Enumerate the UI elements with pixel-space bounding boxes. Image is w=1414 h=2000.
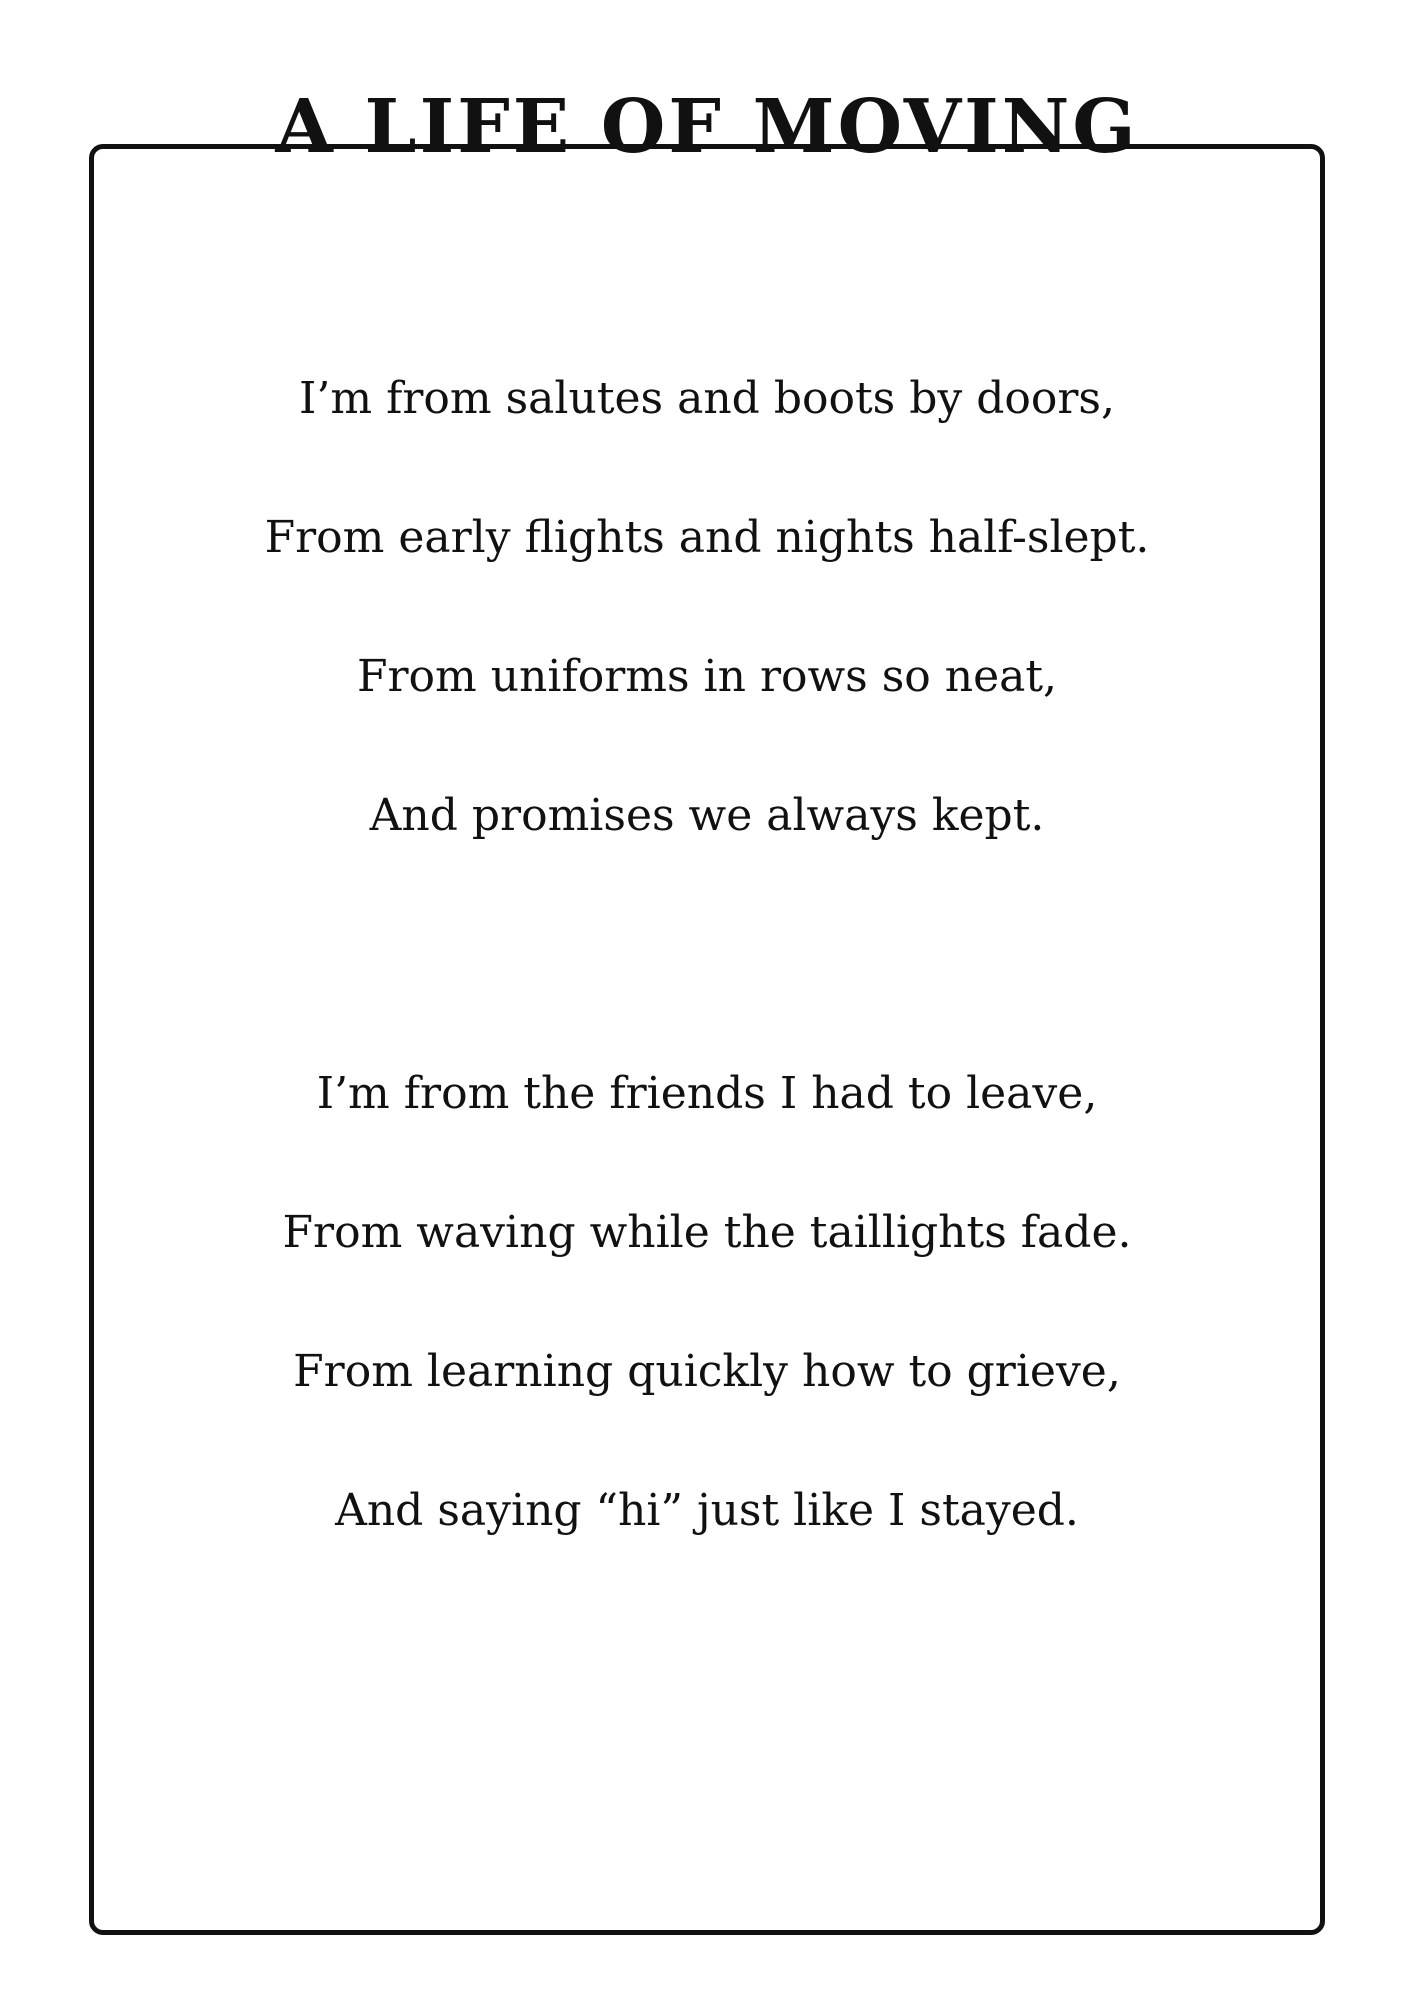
page-title: A LIFE OF MOVING [275, 83, 1139, 170]
poem-line: From early flights and nights half-slept. [264, 512, 1150, 563]
poem-line: From waving while the taillights fade. [282, 1207, 1132, 1258]
stanza-2 [94, 1024, 1320, 1580]
poem-line: From uniforms in rows so neat, [356, 651, 1058, 702]
stanza-1 [94, 329, 1320, 885]
poem-line: From learning quickly how to grieve, [293, 1346, 1121, 1397]
poem-frame [89, 144, 1325, 1935]
poem-line: And promises we always kept. [369, 790, 1045, 841]
poem-line: I’m from the friends I had to leave, [316, 1068, 1098, 1119]
poem-line: I’m from salutes and boots by doors, [299, 373, 1115, 424]
poem-line: And saying “hi” just like I stayed. [335, 1485, 1079, 1536]
